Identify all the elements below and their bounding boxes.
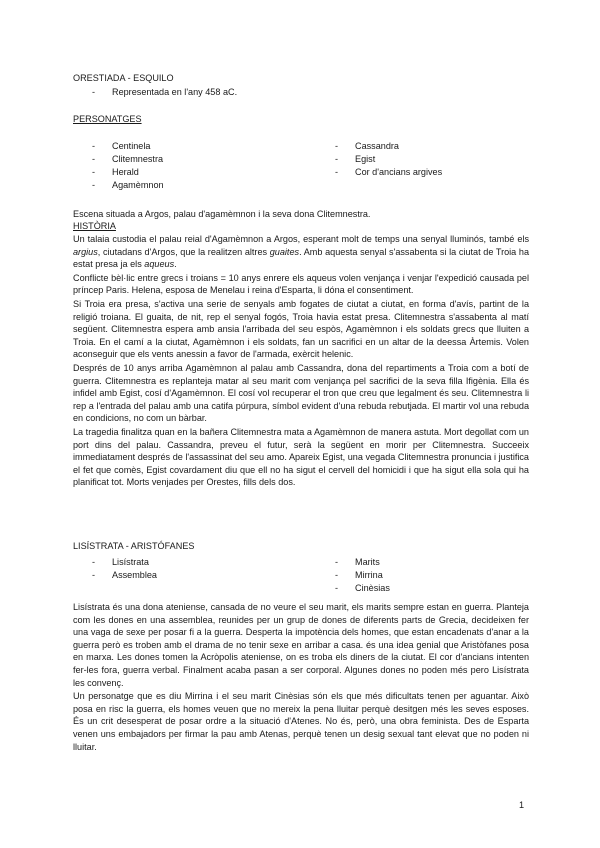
list-item: - Assemblea (92, 570, 157, 580)
section2-title: LISÍSTRATA - ARISTÓFANES (73, 541, 195, 551)
list-item: - Centinela (92, 141, 151, 151)
lisistrata-paragraph-2: Un personatge que es diu Mirrina i el seu marit Cinèsias són els que més dificultats tenen per aguantar. Això posa en risc la guerra, els homes veuen que no mereix la pena lluitar perquè desitgen més les seves esposes. És un crit desesperat de posar ordre a la situació d'Atenes. No és, però, una obra feminista. Des de Esparta venen uns embajadors per firmar la pau amb Atenas, perquè tenen un desig sexual tant elevat que no poden ni lluitar. (73, 691, 529, 752)
section1-title: ORESTIADA - ESQUILO (73, 73, 174, 83)
list-item: - Mirrina (335, 570, 383, 580)
page-number: 1 (519, 800, 525, 810)
historia-paragraph-2: Conflicte bèl·lic entre grecs i troians = 10 anys enrere els aqueus volen venjança i venjar l'expedició causada pel príncep Paris. Helena, esposa de Menelau i reina d'Esparta, li dóna el consentiment. (73, 272, 529, 296)
setting-line: Escena situada a Argos, palau d'agamèmnon i la seva dona Clitemnestra. (73, 209, 371, 219)
section1-note: - Representada en l'any 458 aC. (92, 87, 238, 97)
personatges-heading: PERSONATGES (73, 114, 142, 124)
historia-paragraph-4: Després de 10 anys arriba Agamèmnon al palau amb Cassandra, dona del repartiments a Troia com a botí de guerra. Clitemnestra es replanteja matar al seu marit com venjança pel sacrifici de la seva filla Ifigènia. Ella és infidel amb Egist, cosí d'Agamèmnon. El cosí vol recuperar el tron que creu que legalment és seu. Clitemnestra li rep a l'entrada del palau amb una catifa púrpura, símbol evident d'una rebuda rebutjada. El martir vol una rebuda en condicions, no com un bàrbar. (73, 362, 529, 424)
list-item: - Clitemnestra (92, 154, 164, 164)
historia-paragraph-3: Si Troia era presa, s'activa una serie de senyals amb fogates de ciutat a ciutat, en forma d'avís, partint de la religió troiana. El guaita, de nit, rep el senyal fogós, Troia havia estat presa. Clitemnestra s'assabenta al matí següent. Clitemnestra espera amb ansia l'arribada del seu espòs, Agamèmnon i els soldats grecs que lluiten a Troia. En el camí a la ciutat, Agamèmnon i els soldats, fan un sacrifici en un altar de la deessa Àrtemis. Volen aconseguir que els vents anessin a favor de l'armada, exèrcit helenic. (73, 298, 529, 360)
historia-body (73, 233, 529, 490)
lisistrata-paragraph-1: Lisístrata és una dona ateniense, cansada de no veure el seu marit, els marits sempre estan en guerra. Planteja com les dones en una assemblea, reunides per un grup de dones de diferents parts de Grecia, decideixen fer una vaga de sexe per posar fi a la guerra. Desperta la impotència dels homes, que estan encadenats d'anar a la guerra però es troben amb el drama de no tenir sexe en arribar a casa. és una idea genial que Aristòfanes posa en marxa. Les dones tomen la Acròpolis ateniense, on es troba els diners de la ciutat. El cor d'ancians intenten fer-les fora, guerra verbal. Finalment acaba pasan a ser corporal. Algunes dones no poden més pero Lisístrata les convenç. (73, 602, 529, 688)
historia-heading: HISTÒRIA (73, 221, 116, 231)
characters-right-list (335, 140, 442, 179)
list-item: - Cor d'ancians argives (335, 167, 443, 177)
characters2-right-list (335, 556, 390, 595)
historia-paragraph-1: Un talaia custodia el palau reial d'Agamèmnon a Argos, esperant molt de temps una senyal lluminós, també els argius, ciutadans d'Argos, que la realitzen altres guaites. Amb aquesta senyal s'assabenta si la ciutat de Troia ha estat presa ja els aqueus. (73, 234, 530, 270)
list-item: - Lisístrata (92, 557, 149, 567)
list-item: - Agamèmnon (92, 180, 164, 190)
list-item: - Cinèsias (335, 583, 390, 593)
characters2-left-list (92, 556, 157, 582)
historia-paragraph-5: La tragedia finalitza quan en la bañera Clitemnestra mata a Agamèmnon de manera astuta. Mort degollat com un port dins del palau. Cassandra, preveu el futur, serà la següent en morir per Clitemnestra. Succeeix immediatament després de l'assassinat del seu amo. Apareix Egist, una vegada Clitemnestra pronuncia i justifica el fet que comès, Egist covardament diu que ell no ha sigut el cervell del homicidi i que ha sigut ella sola qui ha planificat tot. Morts venjades per Orestes, fills dels dos. (73, 426, 529, 488)
list-item: - Marits (335, 557, 380, 567)
characters-left-list (92, 140, 164, 192)
list-item: - Herald (92, 167, 139, 177)
list-item: - Egist (335, 154, 376, 164)
lisistrata-body (73, 601, 529, 754)
list-item: - Cassandra (335, 141, 399, 151)
